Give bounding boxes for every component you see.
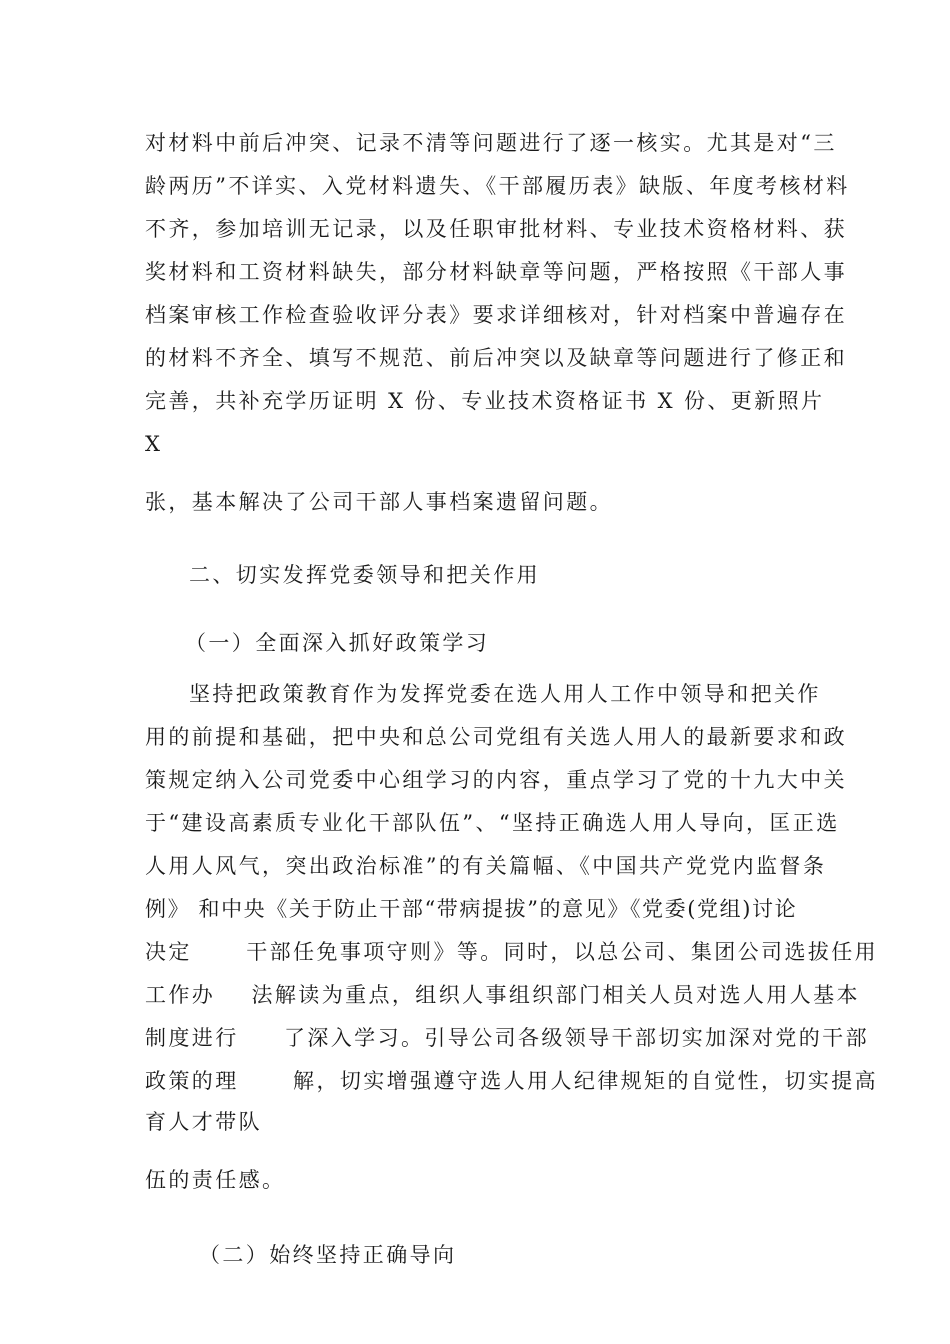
para1-line-1: 对材料中前后冲突、记录不清等问题进行了逐一核实。尤其是对“三 bbox=[145, 131, 837, 155]
para1-line-4: 奖材料和工资材料缺失，部分材料缺章等问题，严格按照《干部人事 bbox=[145, 260, 847, 284]
para1-line-6: 的材料不齐全、填写不规范、前后冲突以及缺章等问题进行了修正和 bbox=[145, 346, 847, 370]
subsection-heading-2: （二）始终坚持正确导向 bbox=[199, 1243, 457, 1267]
para1-line-8: X bbox=[145, 432, 163, 456]
section-heading-2: 二、切实发挥党委领导和把关作用 bbox=[189, 563, 540, 587]
para2-line-11: 育人才带队 bbox=[145, 1110, 262, 1134]
para2-line-7: 决定 干部任免事项守则》等。同时，以总公司、集团公司选拔任用 bbox=[145, 940, 879, 964]
para2-line-6: 例》 和中央《关于防止干部“带病提拔”的意见》《党委(党组)讨论 bbox=[145, 897, 798, 921]
para2-line-1: 坚持把政策教育作为发挥党委在选人用人工作中领导和把关作 bbox=[189, 682, 821, 706]
para2-line-10: 政策的理 解，切实增强遵守选人用人纪律规矩的自觉性，切实提高 bbox=[145, 1069, 879, 1093]
subsection-heading-1: （一）全面深入抓好政策学习 bbox=[185, 631, 490, 655]
para2-line-8: 工作办 法解读为重点，组织人事组织部门相关人员对选人用人基本 bbox=[145, 983, 860, 1007]
para1-line-5: 档案审核工作检查验收评分表》要求详细核对，针对档案中普遍存在 bbox=[145, 303, 847, 327]
para1-line-3: 不齐，参加培训无记录，以及任职审批材料、专业技术资格材料、获 bbox=[145, 217, 847, 241]
para1-line-2: 龄两历”不详实、入党材料遗失、《干部履历表》缺版、年度考核材料 bbox=[145, 174, 850, 198]
para2-line-3: 策规定纳入公司党委中心组学习的内容，重点学习了党的十九大中关 bbox=[145, 768, 847, 792]
para2-line-9: 制度进行 了深入学习。引导公司各级领导干部切实加深对党的干部 bbox=[145, 1026, 869, 1050]
para2-line-4: 于“建设高素质专业化干部队伍”、“坚持正确选人用人导向，匡正选 bbox=[145, 811, 840, 835]
para2-line-12: 伍的责任感。 bbox=[145, 1168, 286, 1192]
para1-line-7: 完善，共补充学历证明 X 份、专业技术资格证书 X 份、更新照片 bbox=[145, 389, 825, 413]
para2-line-2: 用的前提和基础，把中央和总公司党组有关选人用人的最新要求和政 bbox=[145, 725, 847, 749]
para1-line-9: 张，基本解决了公司干部人事档案遗留问题。 bbox=[145, 490, 613, 514]
para2-line-5: 人用人风气，突出政治标准”的有关篇幅、《中国共产党党内监督条 bbox=[145, 854, 827, 878]
